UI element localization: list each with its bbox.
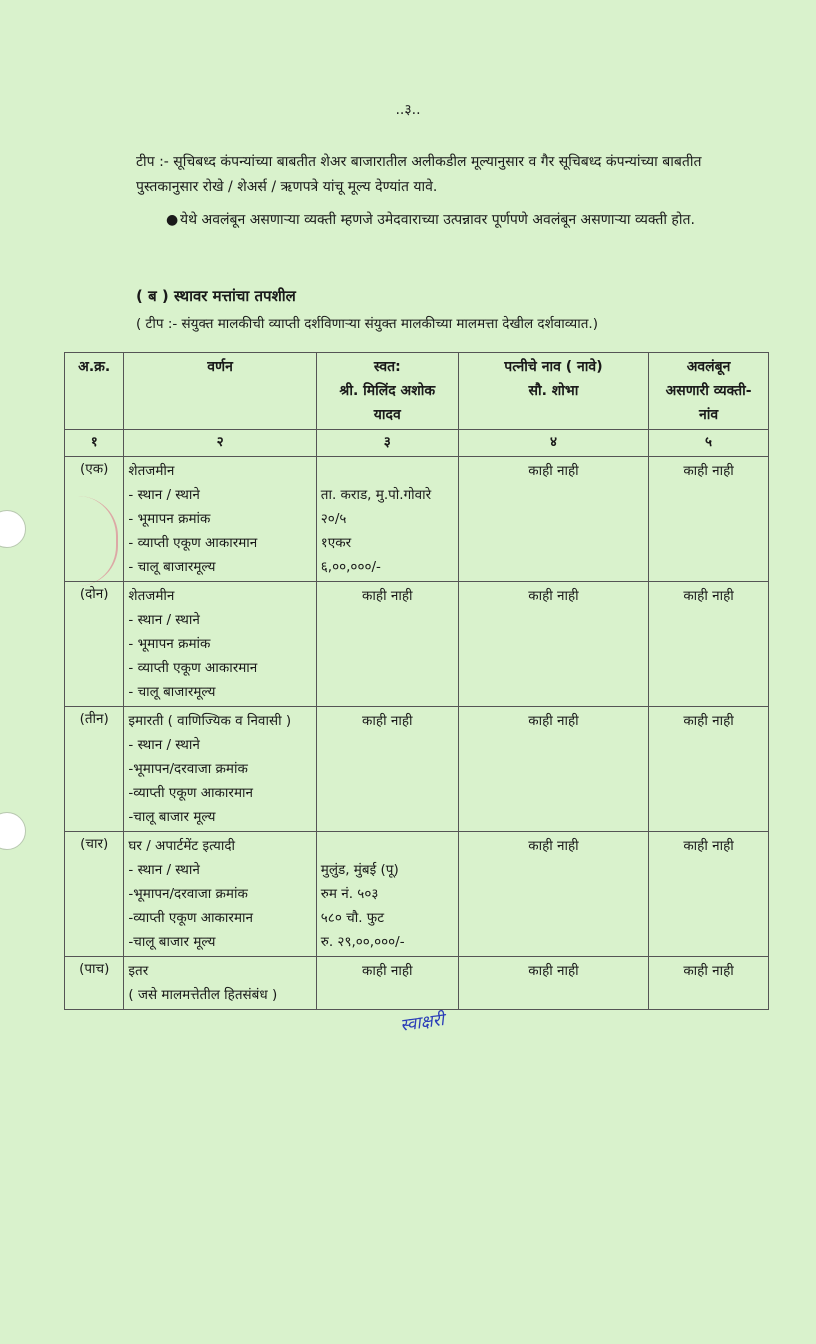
- self-value-line: मुलुंड, मुंबई (पू): [320, 862, 399, 878]
- dependent-value-text: काही नाही: [683, 963, 734, 979]
- row-serial: (तीन): [65, 707, 124, 832]
- header-description: वर्णन: [124, 353, 316, 430]
- row-self-value: [316, 457, 458, 582]
- column-number-row: [65, 430, 769, 457]
- page-number: ..३..: [395, 102, 421, 118]
- column-number: ३: [316, 430, 458, 457]
- description-line: - चालू बाजारमूल्य: [128, 684, 216, 700]
- punch-hole-top: [0, 510, 26, 548]
- spouse-value-text: काही नाही: [528, 713, 579, 729]
- header-self-line2: श्री. मिलिंद अशोक: [339, 383, 436, 399]
- row-dependent-value: [649, 832, 769, 957]
- table-header-row: [65, 353, 769, 430]
- description-line: शेतजमीन: [128, 463, 175, 479]
- bullet-text: येथे अवलंबून असणाऱ्या व्यक्ती म्हणजे उमेदवाराच्या उत्पन्नावर पूर्णपणे अवलंबून असणाऱ्या व्यक्ती होत.: [180, 212, 695, 228]
- self-value-line: ता. कराड, मु.पो.गोवारे: [320, 487, 432, 503]
- row-spouse-value: [458, 832, 648, 957]
- spouse-value-text: काही नाही: [528, 963, 579, 979]
- row-self-value: [316, 832, 458, 957]
- row-spouse-value: [458, 957, 648, 1010]
- description-line: - भूमापन क्रमांक: [128, 511, 211, 527]
- column-number: ५: [649, 430, 769, 457]
- dependent-value-text: काही नाही: [683, 838, 734, 854]
- self-value-line: काही नाही: [362, 963, 413, 979]
- description-line: -चालू बाजार मूल्य: [128, 809, 216, 825]
- header-dependent: [649, 353, 769, 430]
- spouse-value-text: काही नाही: [528, 838, 579, 854]
- immovable-assets-table: [64, 352, 769, 1010]
- table-row: [65, 582, 769, 707]
- description-line: इमारती ( वाणिज्यिक व निवासी ): [128, 713, 292, 729]
- self-value-line: ५८० चौ. फुट: [320, 910, 384, 926]
- header-self-line3: यादव: [373, 407, 401, 423]
- description-line: - स्थान / स्थाने: [128, 862, 200, 878]
- row-dependent-value: [649, 707, 769, 832]
- self-value-line: १एकर: [320, 535, 352, 551]
- self-value-line: काही नाही: [362, 588, 413, 604]
- row-description: [124, 707, 316, 832]
- description-line: घर / अपार्टमेंट इत्यादी: [128, 838, 236, 854]
- section-heading: ( ब ) स्थावर मत्तांचा तपशील: [136, 287, 296, 305]
- table-row: [65, 707, 769, 832]
- description-line: -भूमापन/दरवाजा क्रमांक: [128, 761, 248, 777]
- dependent-value-text: काही नाही: [683, 463, 734, 479]
- description-line: - भूमापन क्रमांक: [128, 636, 211, 652]
- dependent-value-text: काही नाही: [683, 713, 734, 729]
- row-dependent-value: [649, 582, 769, 707]
- row-self-value: [316, 957, 458, 1010]
- description-line: ( जसे मालमत्तेतील हितसंबंध ): [128, 987, 278, 1003]
- row-spouse-value: [458, 707, 648, 832]
- self-value-line: [321, 834, 454, 858]
- description-line: - स्थान / स्थाने: [128, 487, 200, 503]
- row-spouse-value: [458, 457, 648, 582]
- row-serial: (दोन): [65, 582, 124, 707]
- table-row: [65, 457, 769, 582]
- description-line: - व्याप्ती एकूण आकारमान: [128, 660, 258, 676]
- row-description: [124, 957, 316, 1010]
- self-value-line: ६,००,०००/-: [320, 559, 381, 575]
- column-number: ४: [458, 430, 648, 457]
- header-self: [316, 353, 458, 430]
- header-spouse: [458, 353, 648, 430]
- row-description: [124, 832, 316, 957]
- description-line: -भूमापन/दरवाजा क्रमांक: [128, 886, 248, 902]
- header-serial: अ.क्र.: [65, 353, 124, 430]
- dependent-value-text: काही नाही: [683, 588, 734, 604]
- row-self-value: [316, 582, 458, 707]
- description-line: शेतजमीन: [128, 588, 175, 604]
- description-line: -व्याप्ती एकूण आकारमान: [128, 785, 254, 801]
- header-dependent-line1: अवलंबून: [686, 359, 731, 375]
- row-description: [124, 582, 316, 707]
- punch-hole-bottom: [0, 812, 26, 850]
- header-spouse-line1: पत्नीचे नाव ( नावे): [504, 359, 603, 375]
- note-paragraph: टीप :- सूचिबध्द कंपन्यांच्या बाबतीत शेअर बाजारातील अलीकडील मूल्यानुसार व गैर सूचिबध्द कंपन्यांच्या बाबतीत पुस्तकानुसार रोखे / शेअर्स / ऋणपत्रे यांचू मूल्य देण्यांत यावे.: [136, 154, 702, 195]
- header-dependent-line2: असणारी व्यक्ती-: [665, 383, 752, 399]
- description-line: - चालू बाजारमूल्य: [128, 559, 216, 575]
- self-value-line: रु. २९,००,०००/-: [320, 934, 405, 950]
- row-self-value: [316, 707, 458, 832]
- spouse-value-text: काही नाही: [528, 588, 579, 604]
- signature: [399, 1007, 446, 1036]
- description-line: -चालू बाजार मूल्य: [128, 934, 216, 950]
- header-self-line1: स्वत:: [373, 359, 401, 375]
- description-line: इतर: [128, 963, 149, 979]
- self-value-line: रुम नं. ५०३: [320, 886, 379, 902]
- column-number: २: [124, 430, 316, 457]
- section-note: ( टीप :- संयुक्त मालकीची व्याप्ती दर्शविणाऱ्या संयुक्त मालकीच्या मालमत्ता देखील दर्शवाव्यात.): [136, 316, 598, 332]
- self-value-line: काही नाही: [362, 713, 413, 729]
- description-line: - स्थान / स्थाने: [128, 737, 200, 753]
- header-spouse-line2: सौ. शोभा: [528, 383, 579, 399]
- spouse-value-text: काही नाही: [528, 463, 579, 479]
- row-serial: (एक): [65, 457, 124, 582]
- self-value-line: २०/५: [320, 511, 347, 527]
- bullet-paragraph: [166, 208, 760, 233]
- description-line: - व्याप्ती एकूण आकारमान: [128, 535, 258, 551]
- description-line: -व्याप्ती एकूण आकारमान: [128, 910, 254, 926]
- row-spouse-value: [458, 582, 648, 707]
- row-serial: (पाच): [65, 957, 124, 1010]
- table-row: [65, 832, 769, 957]
- signature-text: स्वाक्षरी: [399, 1010, 446, 1036]
- bullet-icon: ●: [166, 212, 179, 228]
- row-serial: (चार): [65, 832, 124, 957]
- header-dependent-line3: नांव: [698, 407, 719, 423]
- row-dependent-value: [649, 957, 769, 1010]
- row-description: [124, 457, 316, 582]
- description-line: - स्थान / स्थाने: [128, 612, 200, 628]
- table-row: [65, 957, 769, 1010]
- column-number: १: [65, 430, 124, 457]
- self-value-line: [321, 459, 454, 483]
- row-dependent-value: [649, 457, 769, 582]
